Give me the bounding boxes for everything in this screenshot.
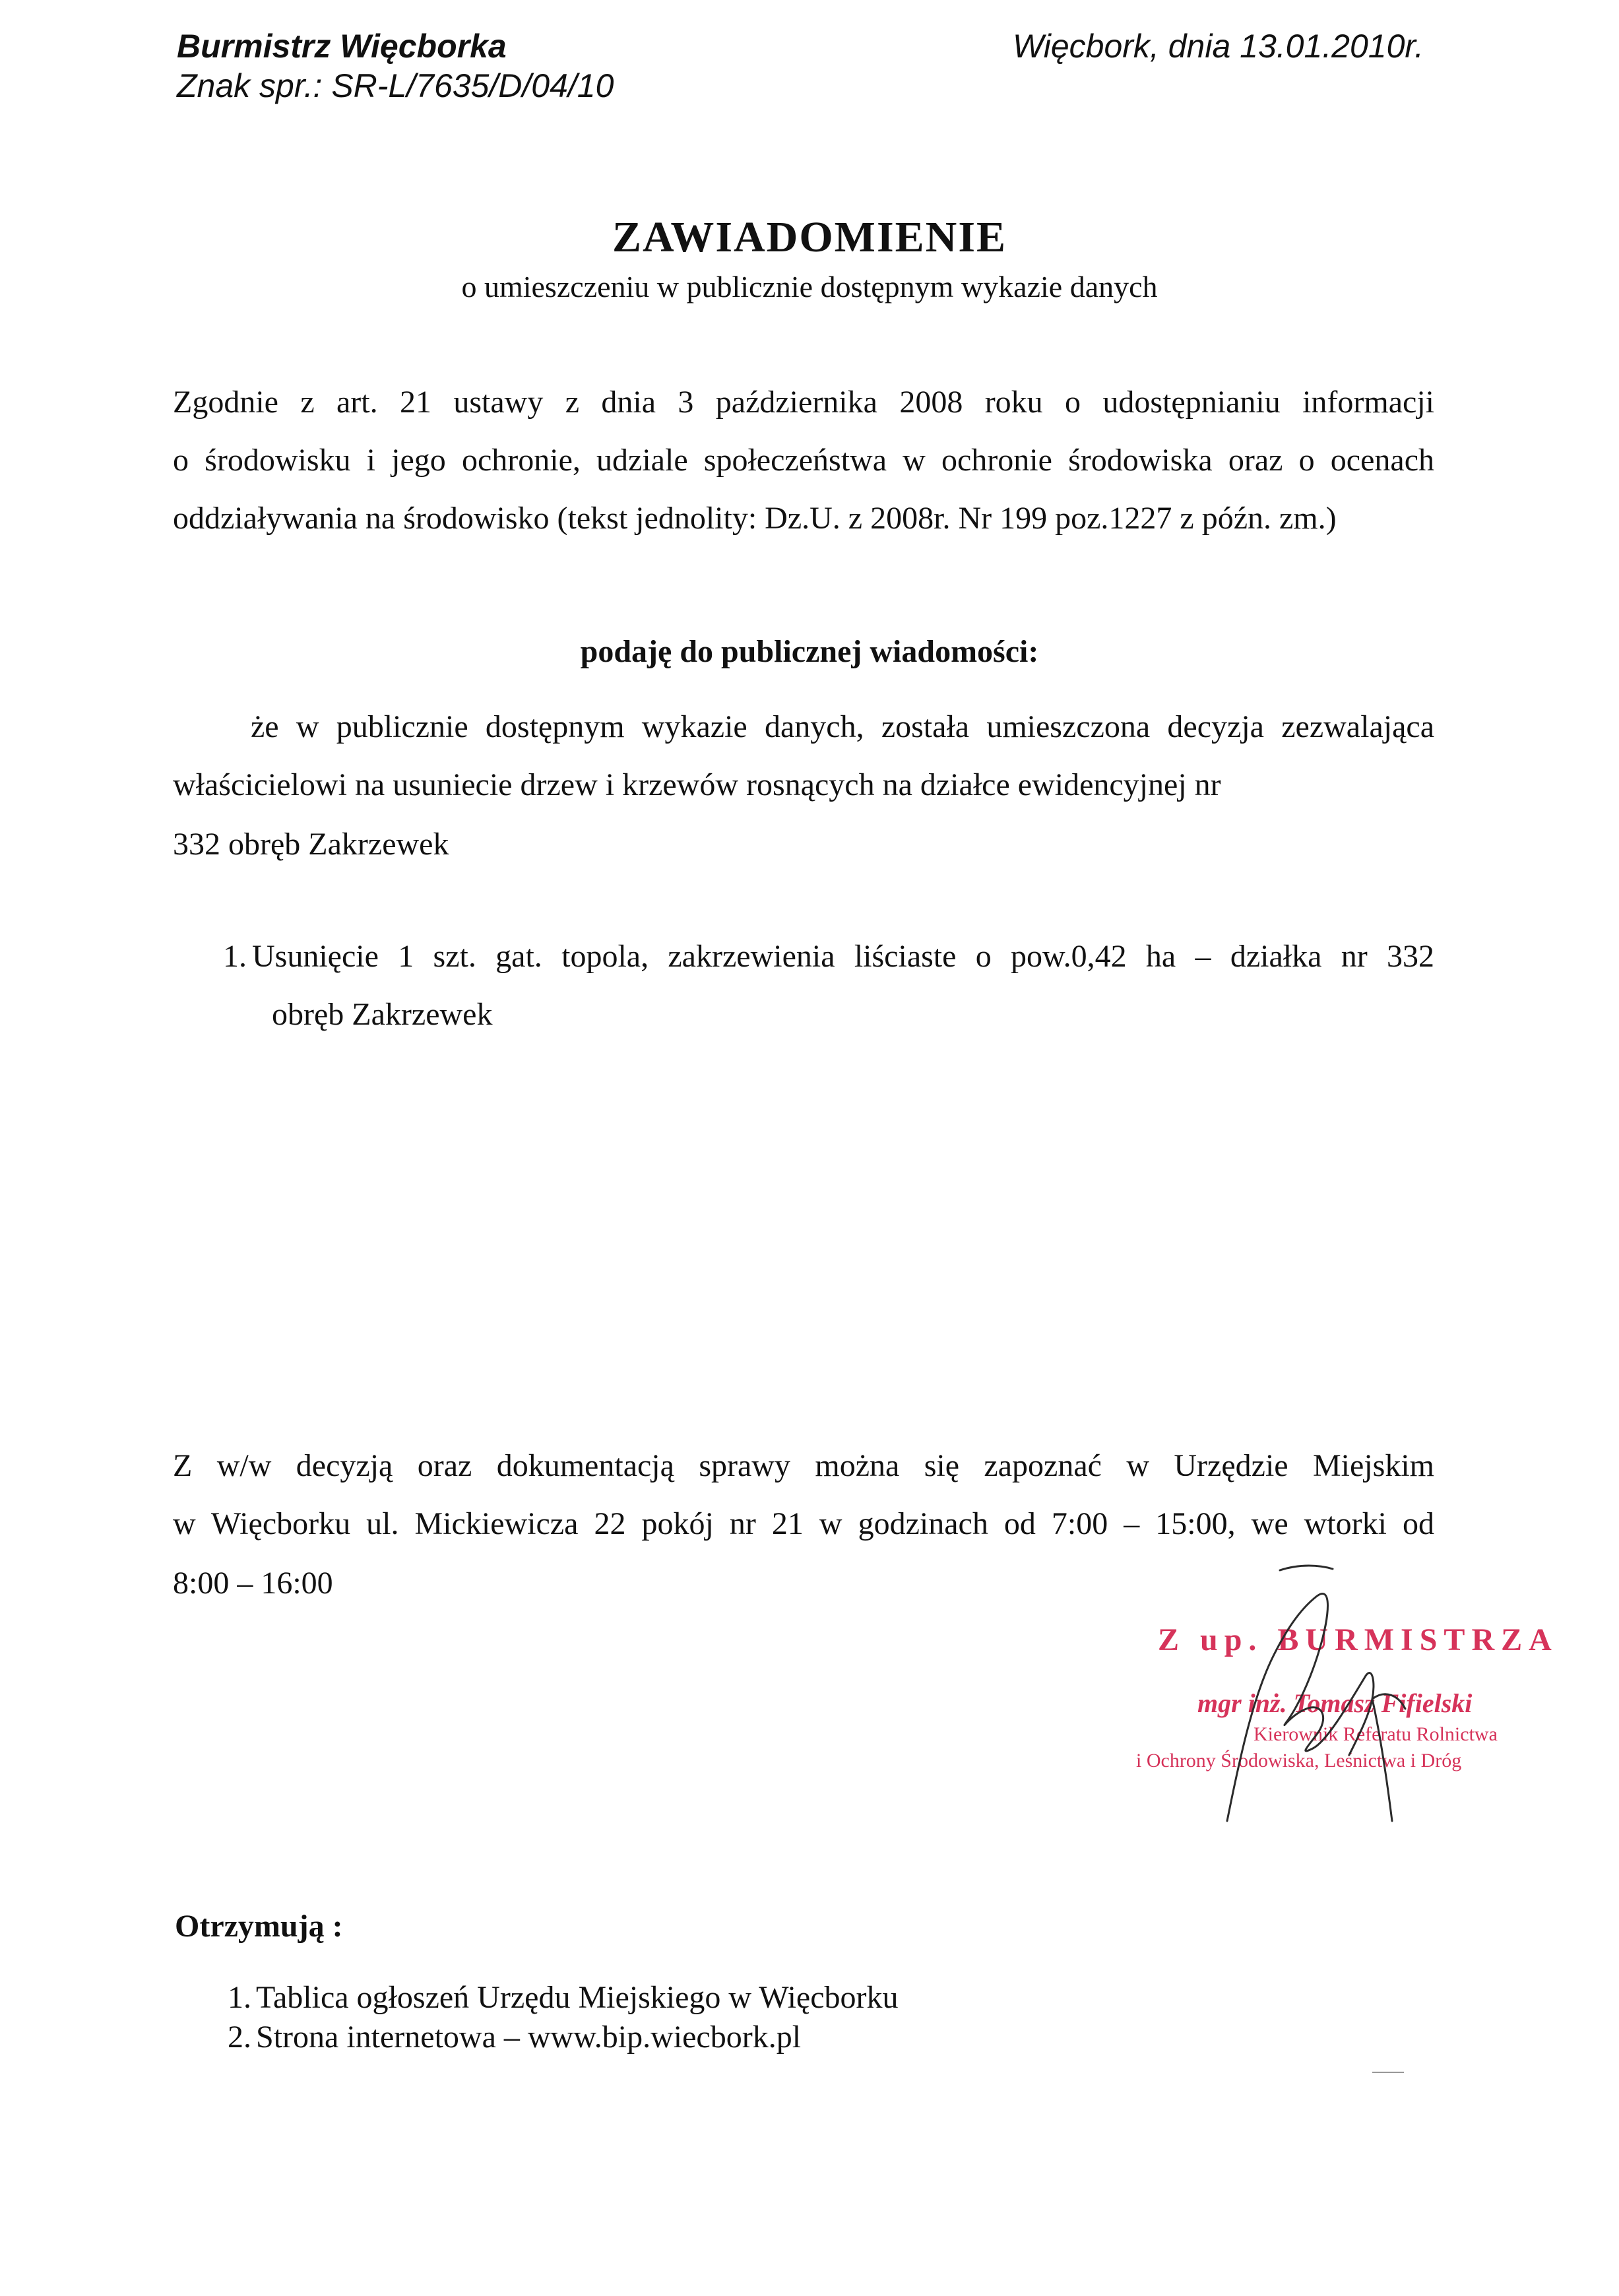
list-item-line-1: Usunięcie 1 szt. gat. topola, zakrzewienia liściaste o pow.0,42 ha – działka nr 332 (252, 939, 1434, 974)
info-line-2: w Więcborku ul. Mickiewicza 22 pokój nr 21 w godzinach od 7:00 – 15:00, we wtorki od (173, 1506, 1434, 1541)
stamp-authority: Z up. BURMISTRZA (1158, 1622, 1558, 1657)
intro-line-3: oddziaływania na środowisko (tekst jednolity: Dz.U. z 2008r. Nr 199 poz.1227 z późn. zm.) (173, 501, 1337, 536)
decision-line-2: właścicielowi na usuniecie drzew i krzewów rosnących na działce ewidencyjnej nr (173, 767, 1221, 802)
announcement-heading: podaję do publicznej wiadomości: (580, 634, 1039, 669)
info-line-1: Z w/w decyzją oraz dokumentacją sprawy można się zapoznać w Urzędzie Miejskim (173, 1448, 1434, 1483)
stamp-signatory: mgr inż. Tomasz Fifielski (1197, 1688, 1473, 1718)
intro-line-1: Zgodnie z art. 21 ustawy z dnia 3 października 2008 roku o udostępnianiu informacji (173, 385, 1434, 420)
issuer: Burmistrz Więcborka (177, 28, 507, 65)
recipient-2: Strona internetowa – www.bip.wiecbork.pl (256, 2020, 802, 2055)
list-item-number: 1. (223, 939, 247, 974)
document-title: ZAWIADOMIENIE (612, 213, 1007, 261)
info-line-3: 8:00 – 16:00 (173, 1566, 333, 1601)
list-item-line-2: obręb Zakrzewek (272, 997, 493, 1032)
recipient-1-number: 1. (228, 1980, 251, 2015)
stamp-department: i Ochrony Środowiska, Leśnictwa i Dróg (1136, 1750, 1462, 1771)
recipients-heading: Otrzymują : (175, 1909, 343, 1944)
intro-line-2: o środowisku i jego ochronie, udziale społeczeństwa w ochronie środowiska oraz o ocenach (173, 443, 1434, 478)
decision-line-1: że w publicznie dostępnym wykazie danych, została umieszczona decyzja zezwalająca (251, 709, 1434, 744)
stamp-role: Kierownik Referatu Rolnictwa (1254, 1723, 1498, 1745)
decision-line-3: 332 obręb Zakrzewek (173, 827, 449, 862)
document-subtitle: o umieszczeniu w publicznie dostępnym wykazie danych (461, 270, 1158, 303)
recipient-2-number: 2. (228, 2020, 251, 2055)
recipient-1: Tablica ogłoszeń Urzędu Miejskiego w Więcborku (256, 1980, 899, 2015)
signature-scribble (1174, 1557, 1438, 1874)
scan-mark (1372, 2072, 1404, 2073)
place-and-date: Więcbork, dnia 13.01.2010r. (1013, 28, 1424, 65)
case-reference: Znak spr.: SR-L/7635/D/04/10 (177, 67, 614, 104)
